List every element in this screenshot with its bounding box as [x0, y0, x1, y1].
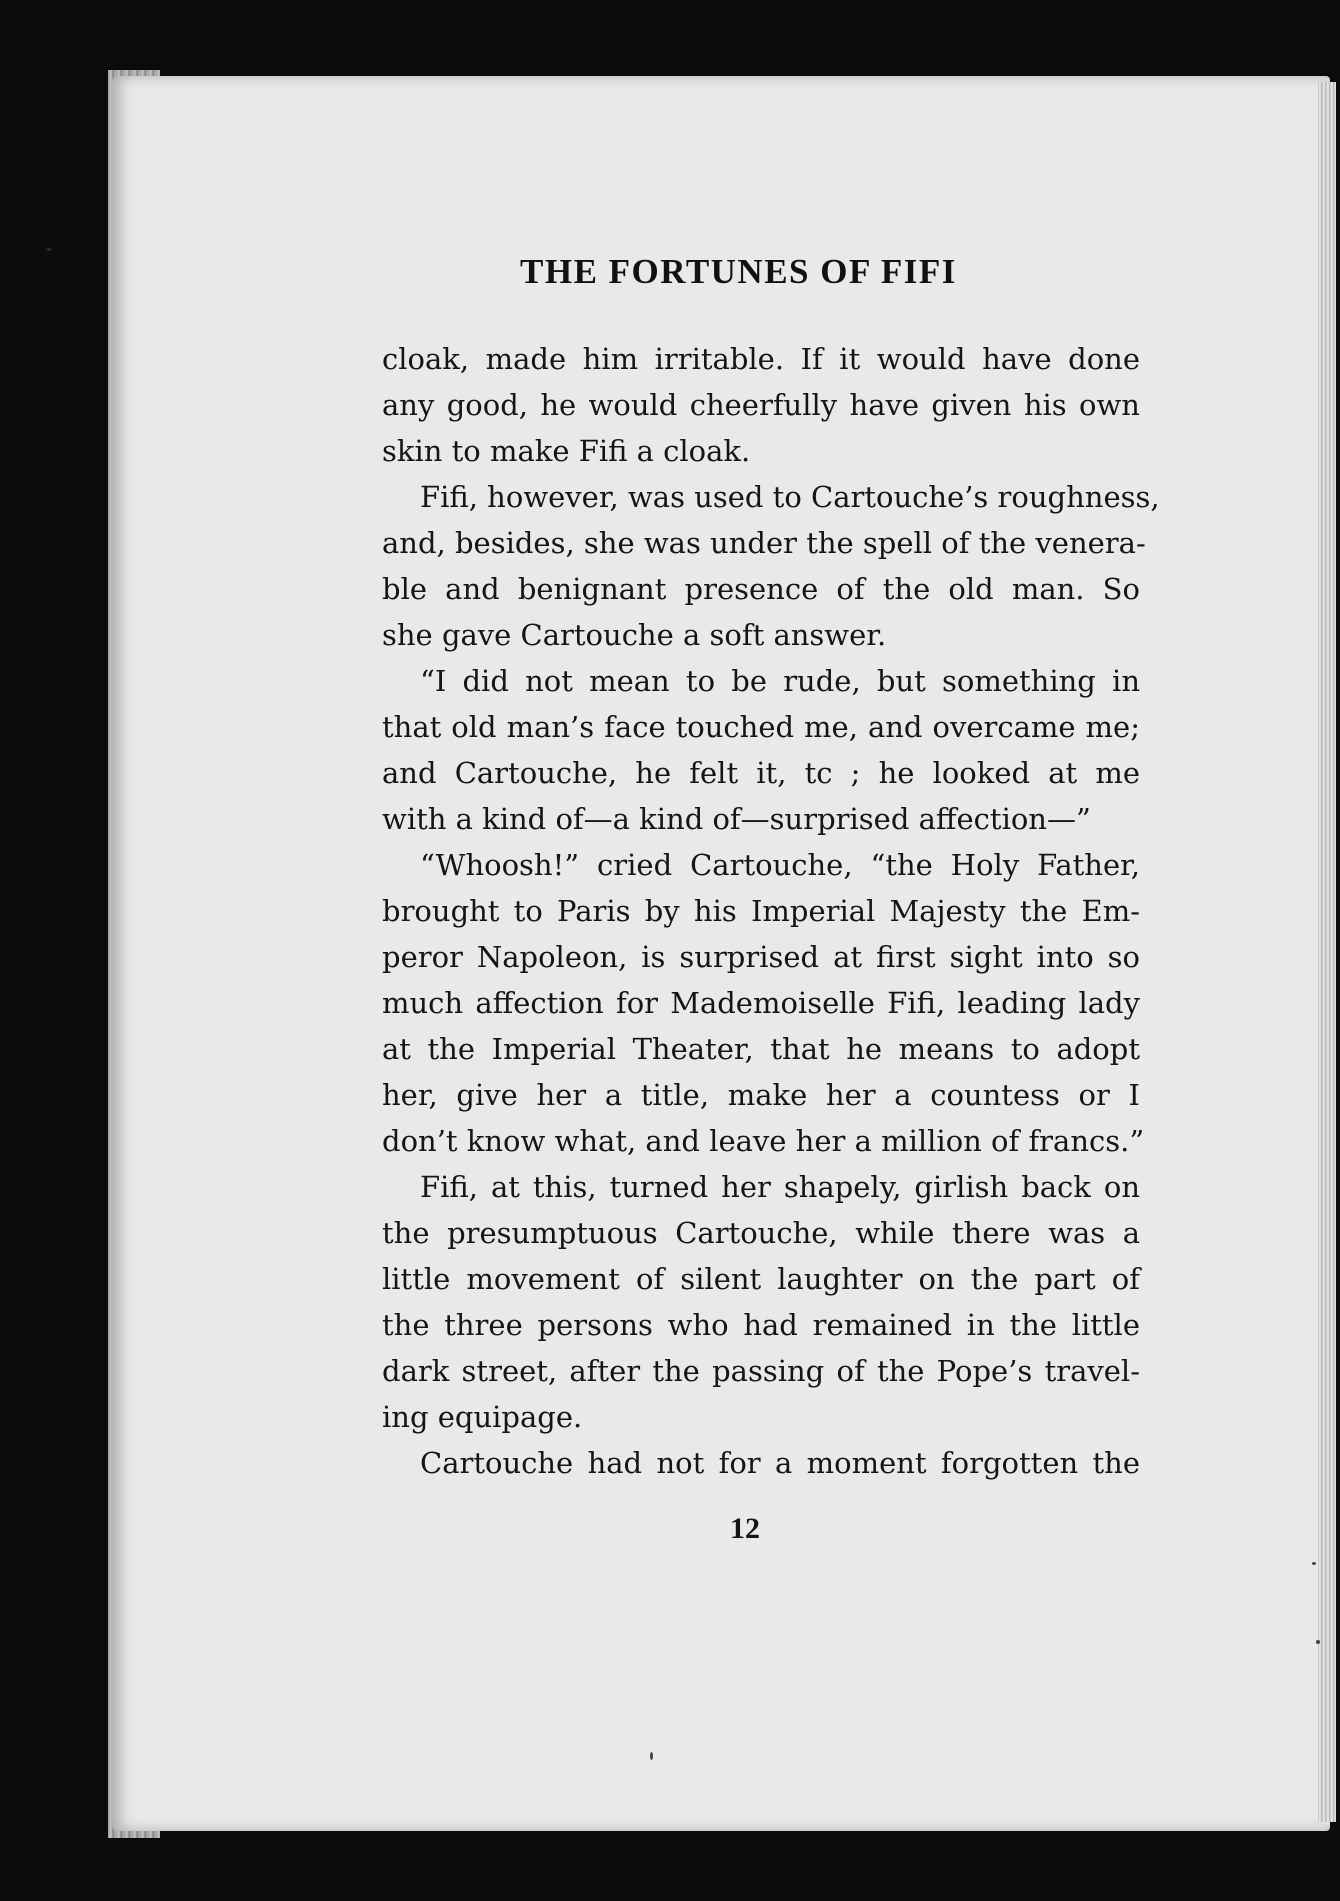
page-number: 12: [730, 1512, 760, 1545]
text-line: and, besides, she was under the spell of the venera-: [382, 526, 1146, 560]
text-line: Fifi, at this, turned her shapely, girlish back on: [420, 1170, 1140, 1204]
page-edge-stack: [1318, 82, 1336, 1822]
text-line: “Whoosh!” cried Cartouche, “the Holy Father,: [420, 848, 1140, 882]
body-text: [382, 336, 1160, 1486]
text-line: dark street, after the passing of the Pope’s travel-: [382, 1354, 1140, 1388]
text-line: she gave Cartouche a soft answer.: [382, 618, 887, 652]
text-line: that old man’s face touched me, and overcame me;: [382, 710, 1140, 744]
running-head: THE FORTUNES OF FIFI: [520, 252, 957, 291]
text-line: at the Imperial Theater, that he means to adopt: [382, 1032, 1140, 1066]
text-line: skin to make Fifi a cloak.: [382, 434, 751, 468]
text-line: Fifi, however, was used to Cartouche’s roughness,: [420, 480, 1160, 514]
text-line: much affection for Mademoiselle Fifi, leading lady: [382, 986, 1140, 1020]
text-line: ble and benignant presence of the old man. So: [382, 572, 1140, 606]
text-line: “I did not mean to be rude, but something in: [420, 664, 1140, 698]
text-line: Cartouche had not for a moment forgotten the: [420, 1446, 1140, 1480]
text-line: brought to Paris by his Imperial Majesty the Em-: [382, 894, 1140, 928]
text-line: ing equipage.: [382, 1400, 583, 1434]
text-line: cloak, made him irritable. If it would have done: [382, 342, 1140, 376]
scan-speck: [46, 248, 52, 251]
text-line: and Cartouche, he felt it, tc ; he looked at me: [382, 756, 1140, 790]
text-line: any good, he would cheerfully have given his own: [382, 388, 1140, 422]
text-line: the three persons who had remained in the little: [382, 1308, 1140, 1342]
text-line: her, give her a title, make her a countess or I: [382, 1078, 1140, 1112]
text-line: peror Napoleon, is surprised at first sight into so: [382, 940, 1140, 974]
text-line: the presumptuous Cartouche, while there was a: [382, 1216, 1140, 1250]
text-line: little movement of silent laughter on the part of: [382, 1262, 1140, 1296]
scan-speck: [1312, 1562, 1316, 1565]
text-line: with a kind of—a kind of—surprised affection—”: [382, 802, 1091, 836]
scan-speck: [1316, 1640, 1320, 1644]
text-line: don’t know what, and leave her a million of francs.”: [382, 1124, 1145, 1158]
scan-speck: [650, 1752, 653, 1760]
